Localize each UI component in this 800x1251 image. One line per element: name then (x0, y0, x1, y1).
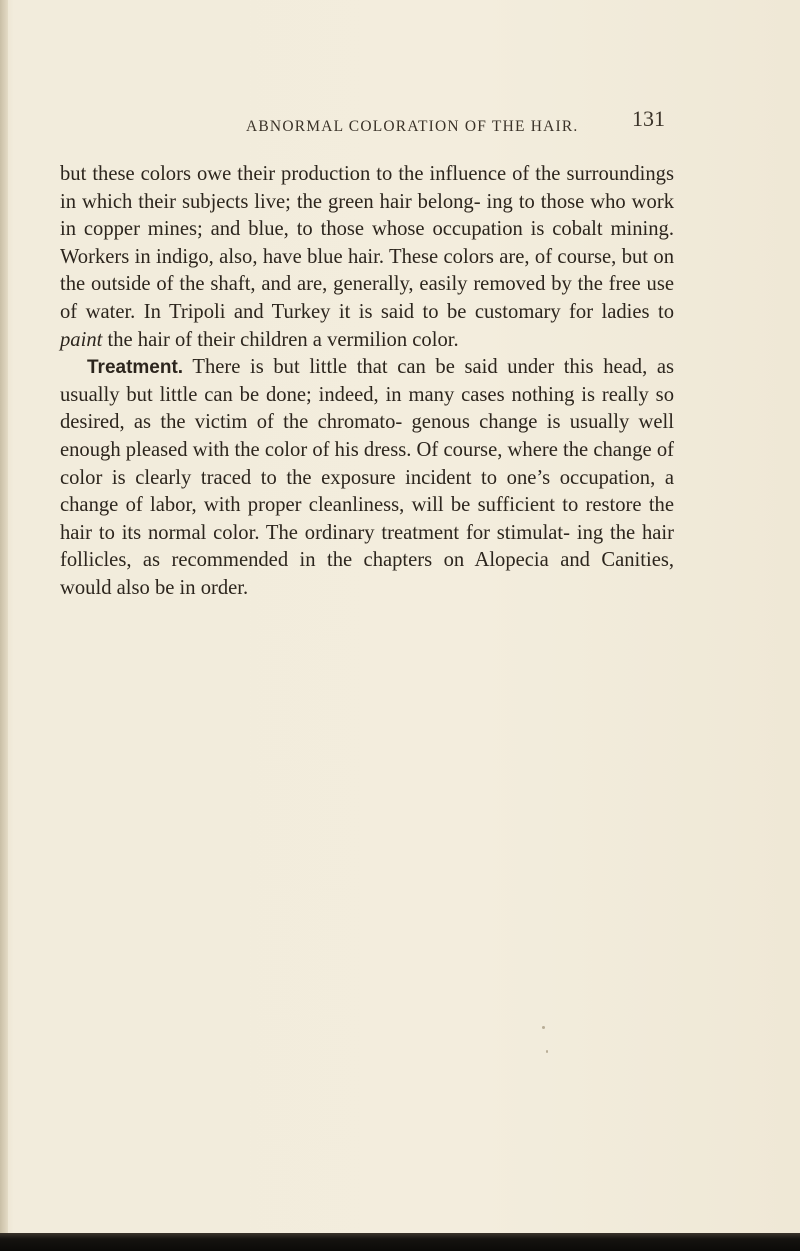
paragraph-2 (60, 354, 674, 602)
running-head: ABNORMAL COLORATION OF THE HAIR. (246, 118, 579, 135)
italic-word: paint (60, 328, 103, 351)
paragraph-2-text: There is but little that can be said under this head, as usually but little can be done; indeed, in many cases nothing is really so desired, as the victim of the chromato- genous change is usually well enough pleased with the color of his dress. Of course, where the change of color is clearly traced to the exposure incident to one’s occupation, a change of labor, with proper cleanliness, will be sufficient to restore the hair to its normal color. The ordinary treatment for stimulat- ing the hair follicles, as recommended in the chapters on Alopecia and Canities, would also be in order. (60, 356, 674, 599)
binding-edge (0, 0, 8, 1251)
paragraph-1-end: the hair of their children a vermilion color. (107, 328, 459, 351)
paragraph-1-text: but these colors owe their production to the influence of the surroundings in which their subjects live; the green hair belong- ing to those who work in copper mines; and blue, to those whose occupation is cobalt mining. Workers in indigo, also, have blue hair. These colors are, of course, but on the outside of the shaft, and are, generally, easily removed by the free use of water. In Tripoli and Turkey it is said to be customary for ladies to (60, 163, 674, 323)
body-text (60, 161, 674, 603)
paragraph-1 (60, 161, 674, 354)
page-bottom-edge (0, 1233, 800, 1251)
page-number: 131 (632, 106, 665, 131)
paper-speck (542, 1026, 545, 1029)
paper-speck (546, 1050, 548, 1053)
section-heading-treatment: Treatment. (87, 357, 184, 379)
